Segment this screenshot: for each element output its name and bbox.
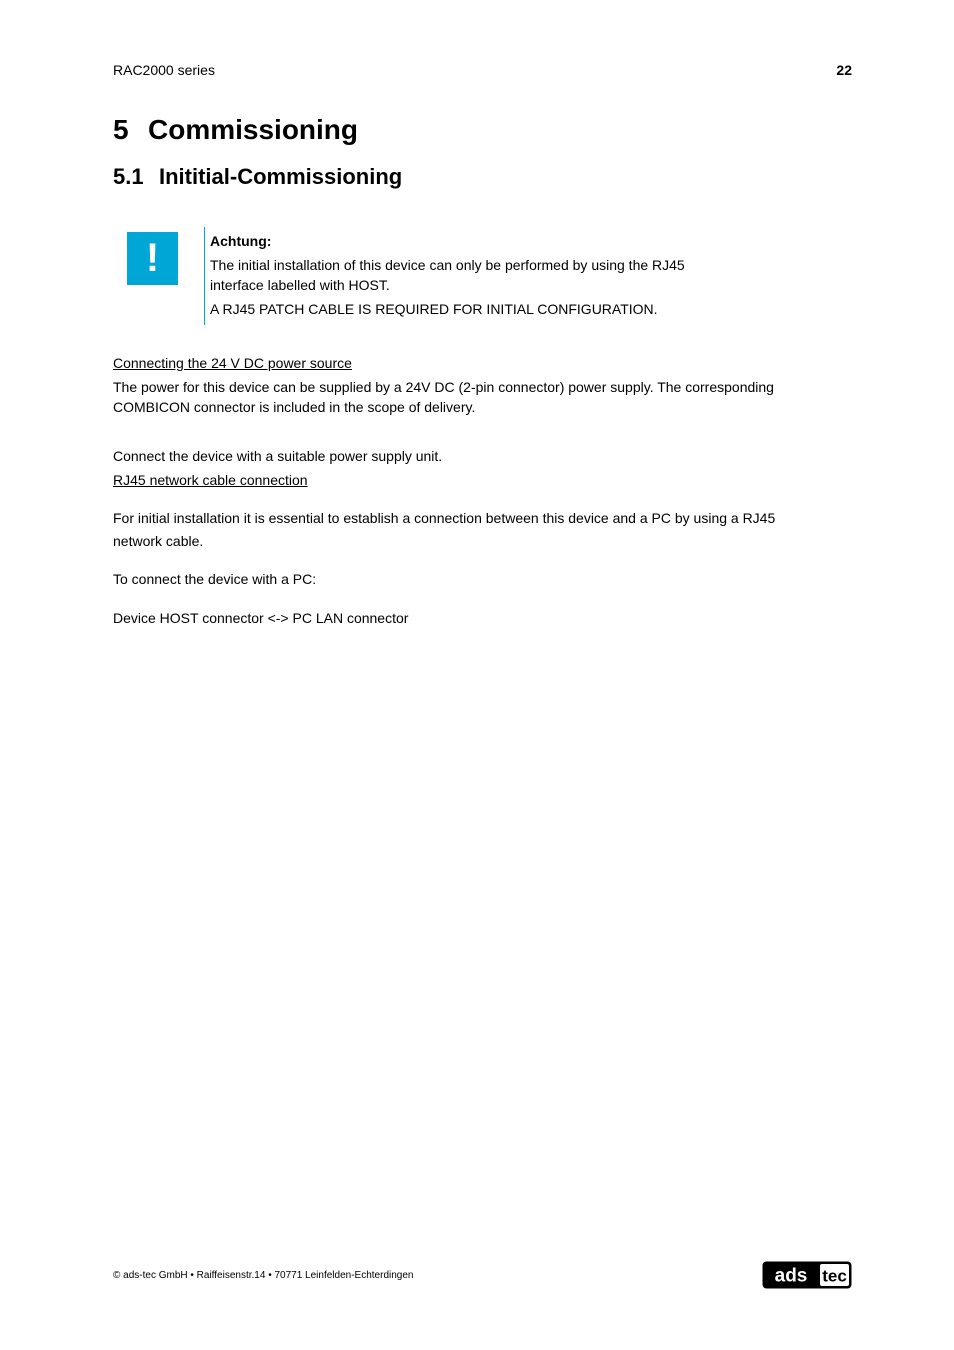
rj45-instruction: To connect the device with a PC: xyxy=(113,571,317,587)
warning-icon: ! xyxy=(127,232,178,285)
power-instruction: Connect the device with a suitable power supply unit. xyxy=(113,448,443,464)
logo-text-ads: ads xyxy=(774,1265,808,1287)
footer-address: © ads-tec GmbH • Raiffeisenstr.14 • 70771 Leinfelden-Echterdingen xyxy=(113,1270,414,1281)
document-series: RAC2000 series xyxy=(113,62,215,78)
power-section-heading: Connecting the 24 V DC power source xyxy=(113,355,352,371)
power-text-line: The power for this device can be supplied by a 24V DC (2-pin connector) power supply. The corresponding xyxy=(113,379,774,395)
warning-text-line: The initial installation of this device can only be performed by using the RJ45 xyxy=(210,257,685,273)
chapter-number: 5 xyxy=(113,114,129,145)
chapter-heading xyxy=(113,114,358,146)
ads-tec-logo xyxy=(762,1261,852,1289)
rj45-text-line: For initial installation it is essential to establish a connection between this device and a PC by using a RJ45 xyxy=(113,510,776,526)
logo-text-tec: tec xyxy=(822,1266,847,1286)
warning-title: Achtung: xyxy=(210,233,272,249)
rj45-connection: Device HOST connector <-> PC LAN connector xyxy=(113,610,409,626)
warning-divider xyxy=(204,227,205,325)
rj45-section-heading: RJ45 network cable connection xyxy=(113,472,308,488)
section-number: 5.1 xyxy=(113,164,144,189)
warning-text-line: A RJ45 PATCH CABLE IS REQUIRED FOR INITIAL CONFIGURATION. xyxy=(210,301,658,317)
rj45-text-line: network cable. xyxy=(113,533,204,549)
page-number: 22 xyxy=(836,62,852,78)
section-heading xyxy=(113,164,402,190)
section-title: Inititial-Commissioning xyxy=(159,164,403,189)
power-text-line: COMBICON connector is included in the scope of delivery. xyxy=(113,399,476,415)
warning-text-line: interface labelled with HOST. xyxy=(210,277,390,293)
chapter-title: Commissioning xyxy=(148,114,359,145)
